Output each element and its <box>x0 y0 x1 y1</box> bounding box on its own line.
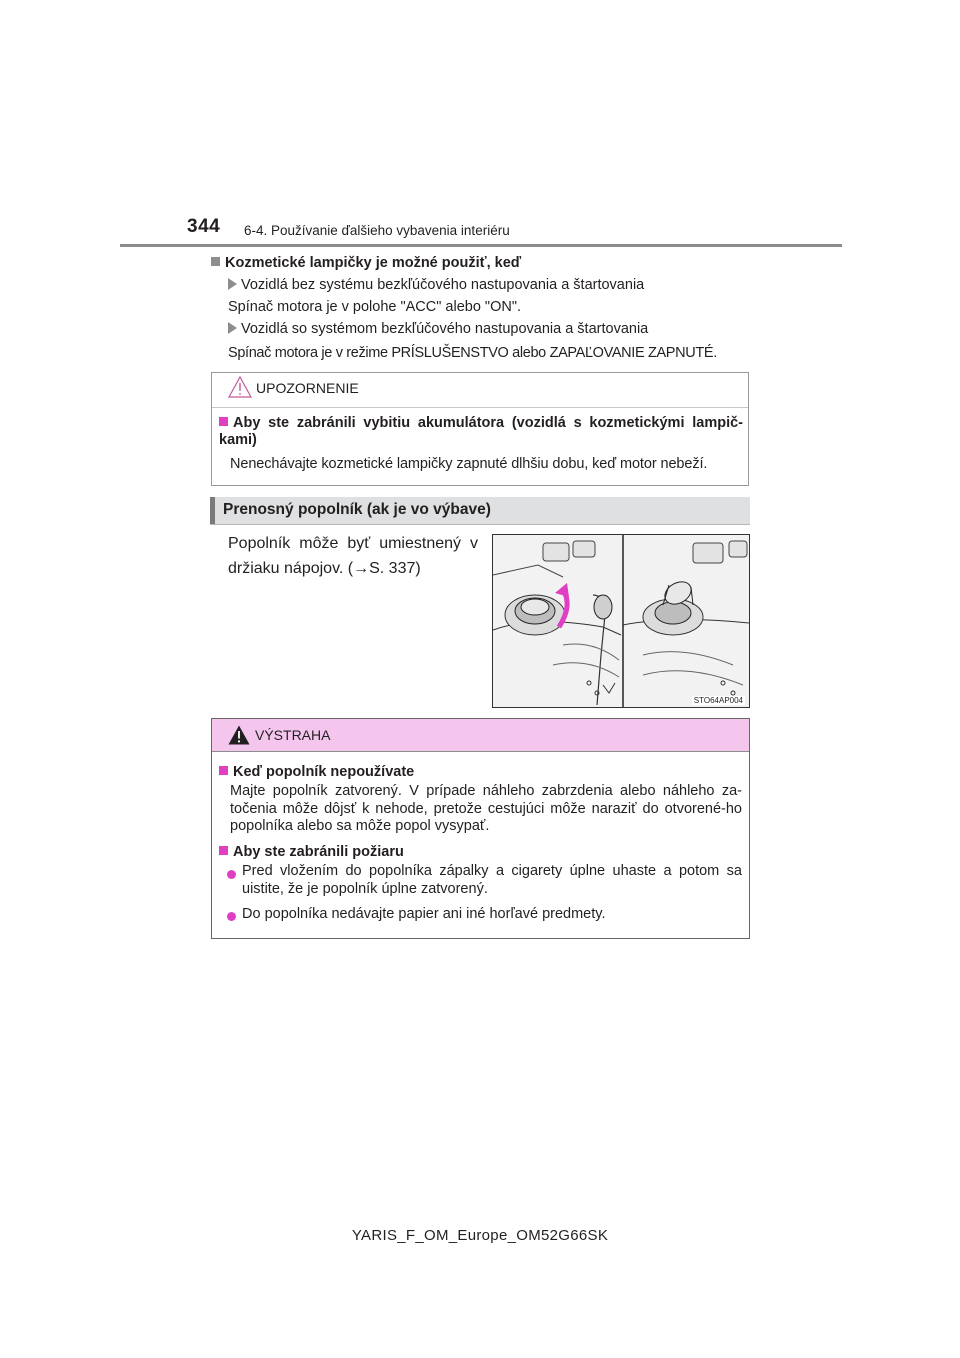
cosmetic-item1-label: Vozidlá bez systému bezkľúčového nastupovania a štartovania <box>228 276 644 294</box>
ashtray-illustration <box>492 534 750 708</box>
square-bullet-icon <box>219 846 228 855</box>
caution-text: Nenechávajte kozmetické lampičky zapnuté dlhšiu dobu, keď motor nebeží. <box>230 456 708 472</box>
cosmetic-item2-label: Vozidlá so systémom bezkľúčového nastupovania a štartovania <box>228 320 648 338</box>
caution-heading: Aby ste zabránili vybitiu akumulátora (vozidlá s kozmetickými lampič-kami) <box>219 415 743 448</box>
caution-header <box>212 373 748 408</box>
square-bullet-icon <box>219 417 228 426</box>
triangle-bullet-icon <box>228 278 237 290</box>
caution-box <box>211 372 749 486</box>
section-title: Prenosný popolník (ak je vo výbave) <box>223 501 491 518</box>
warning-bullet-1: Pred vložením do popolníka zápalky a cigarety úplne uhaste a potom sa uistite, že je popolník úplne zatvorený. <box>242 863 742 897</box>
warning-paragraph-1: Majte popolník zatvorený. V prípade náhleho zabrzdenia alebo náhleho za-točenia môže dôjsť k nehode, pretože cestujúci môže naraziť do otvorené-ho popolníka alebo sa môže popol vysypať. <box>230 783 742 834</box>
square-bullet-icon <box>219 766 228 775</box>
section-header-bar <box>210 497 215 524</box>
warning-bullet-2: Do popolníka nedávajte papier ani iné horľavé predmety. <box>242 906 606 922</box>
footer-code: YARIS_F_OM_Europe_OM52G66SK <box>351 1227 609 1244</box>
caution-triangle-icon <box>228 376 252 398</box>
section-header <box>210 497 750 525</box>
page-number: 344 <box>187 216 221 237</box>
square-bullet-icon <box>211 257 220 266</box>
chapter-title: 6-4. Používanie ďalšieho vybavenia interiéru <box>244 223 510 238</box>
triangle-bullet-icon <box>228 322 237 334</box>
warning-title: VÝSTRAHA <box>255 727 331 743</box>
section-intro: Popolník môže byť umiestnený v držiaku nápojov. (→S. 337) <box>228 535 478 577</box>
cosmetic-item1-text: Spínač motora je v polohe "ACC" alebo "ON". <box>228 299 522 315</box>
bullet-dot-icon <box>227 908 241 926</box>
caution-title: UPOZORNENIE <box>256 380 359 396</box>
header-divider <box>120 244 842 247</box>
bullet-dot-icon <box>227 866 241 884</box>
ashtray-drawing <box>493 535 749 707</box>
warning-triangle-icon <box>228 725 250 745</box>
warning-header <box>212 719 749 752</box>
warning-box <box>211 718 750 939</box>
cosmetic-item2-text: Spínač motora je v režime PRÍSLUŠENSTVO alebo ZAPAĽOVANIE ZAPNUTÉ. <box>228 345 717 361</box>
warning-heading-2: Aby ste zabránili požiaru <box>219 843 404 861</box>
cosmetic-heading: Kozmetické lampičky je možné použiť, keď <box>211 254 521 272</box>
warning-heading-1: Keď popolník nepoužívate <box>219 763 414 781</box>
figure-code: STO64AP004 <box>693 696 743 705</box>
